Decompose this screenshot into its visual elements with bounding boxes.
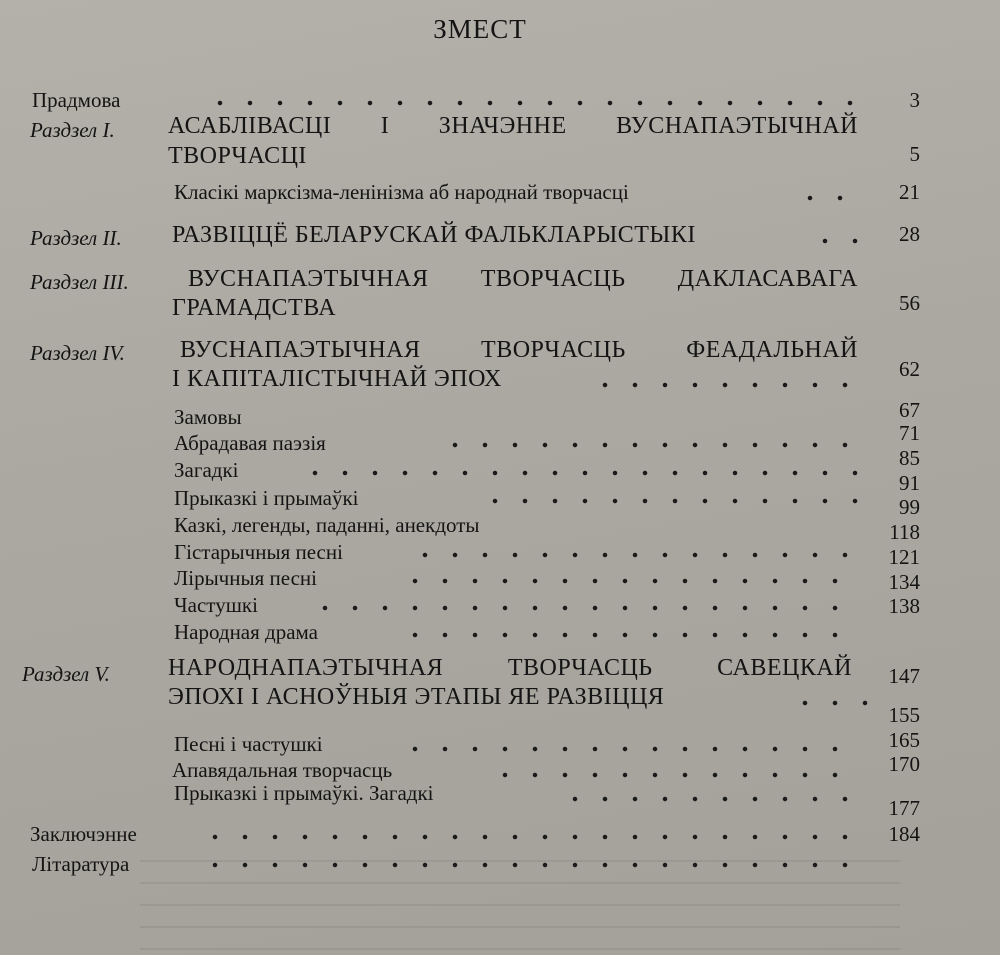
dot-leader xyxy=(400,746,860,752)
title-word: І xyxy=(380,113,390,139)
page-number: 21 xyxy=(899,180,920,204)
toc-entry: Прыказкі і прымаўкі xyxy=(174,486,359,510)
page-number: 138 xyxy=(888,594,920,618)
page-number: 121 xyxy=(888,545,920,569)
dot-leader xyxy=(400,632,860,638)
dot-leader xyxy=(480,498,860,504)
dot-leader xyxy=(310,605,860,611)
section-title-line2: ТВОРЧАСЦІ xyxy=(168,143,307,169)
title-word: ТВОРЧАСЦЬ xyxy=(481,337,626,363)
dot-leader xyxy=(205,100,870,106)
toc-entry-klasiki: Класікі марксізма-ленінізма аб народнай творчасці xyxy=(174,180,629,204)
section-title-line1 xyxy=(168,113,858,140)
dot-leader xyxy=(400,578,860,584)
section-title-line1 xyxy=(188,266,858,293)
page-number: 177 xyxy=(888,796,920,820)
toc-entry-pradmova: Прадмова xyxy=(32,88,121,112)
dot-leader xyxy=(410,552,860,558)
bleed-through-text xyxy=(140,860,900,950)
section-prefix: Раздзел II. xyxy=(30,226,122,250)
page-number: 170 xyxy=(888,752,920,776)
toc-section-4 xyxy=(30,341,125,366)
section-title: РАЗВІЦЦЁ БЕЛАРУСКАЙ ФАЛЬКЛАРЫСТЫКІ xyxy=(172,222,696,248)
page-number: 85 xyxy=(899,446,920,470)
page-number: 134 xyxy=(888,570,920,594)
dot-leader xyxy=(200,834,860,840)
toc-entry: Апавядальная творчасць xyxy=(172,758,393,782)
section-title-line1 xyxy=(168,655,852,682)
dot-leader xyxy=(560,796,860,802)
title-word: ЗНАЧЭННЕ xyxy=(438,113,567,139)
dot-leader xyxy=(590,382,860,388)
toc-entry: Народная драма xyxy=(174,620,319,644)
page-number: 62 xyxy=(899,357,920,381)
title-word: ФЕАДАЛЬНАЙ xyxy=(686,337,858,363)
page-number: 3 xyxy=(909,88,920,112)
toc-entry: Загадкі xyxy=(174,458,239,482)
page-number: 147 xyxy=(888,664,920,688)
page-number: 118 xyxy=(889,520,920,544)
title-word: НАРОДНАПАЭТЫЧНАЯ xyxy=(168,655,444,681)
section-title-line2: ЭПОХІ І АСНОЎНЫЯ ЭТАПЫ ЯЕ РАЗВІЦЦЯ xyxy=(168,684,665,710)
page-number: 184 xyxy=(888,822,920,846)
toc-heading: ЗМЕСТ xyxy=(433,14,527,44)
section-title-line2: І КАПІТАЛІСТЫЧНАЙ ЭПОХ xyxy=(172,366,502,392)
section-title-line1 xyxy=(180,337,858,364)
toc-section-5 xyxy=(22,662,110,687)
title-word: ТВОРЧАСЦЬ xyxy=(480,266,626,292)
section-prefix: Раздзел IV. xyxy=(30,341,125,365)
title-word: ДАКЛАСАВАГА xyxy=(677,266,858,292)
toc-entry: Прыказкі і прымаўкі. Загадкі xyxy=(174,781,434,805)
dot-leader xyxy=(795,195,865,201)
title-word: ВУСНАПАЭТЫЧНАЯ xyxy=(180,337,421,363)
toc-entry: Казкі, легенды, паданні, анекдоты xyxy=(174,513,480,537)
page-number: 91 xyxy=(899,471,920,495)
dot-leader xyxy=(440,442,860,448)
page-number: 67 xyxy=(899,398,920,422)
section-prefix: Раздзел V. xyxy=(22,662,110,686)
toc-entry: Замовы xyxy=(174,405,242,429)
section-prefix: Раздзел I. xyxy=(30,118,115,142)
toc-entry: Гістарычныя песні xyxy=(174,540,343,564)
toc-entry: Лірычныя песні xyxy=(174,566,317,590)
title-word: ВУСНАПАЭТЫЧНАЯ xyxy=(188,266,429,292)
toc-entry: Песні і частушкі xyxy=(174,732,323,756)
dot-leader xyxy=(810,238,870,244)
toc-section-2 xyxy=(30,226,122,251)
dot-leader xyxy=(300,470,860,476)
page-number: 56 xyxy=(899,291,920,315)
toc-entry: Абрадавая паэзія xyxy=(174,431,326,455)
dot-leader xyxy=(790,700,870,706)
title-word: ТВОРЧАСЦЬ xyxy=(507,655,653,681)
toc-entry-zakliuchenne: Заключэнне xyxy=(30,822,137,846)
toc-section-1 xyxy=(30,118,115,143)
section-title-line2: ГРАМАДСТВА xyxy=(172,295,337,321)
dot-leader xyxy=(200,862,860,868)
page-number: 5 xyxy=(909,142,920,166)
dot-leader xyxy=(490,772,860,778)
title-word: САВЕЦКАЙ xyxy=(717,655,852,681)
title-word: АСАБЛІВАСЦІ xyxy=(168,113,332,139)
toc-entry: Частушкі xyxy=(174,593,258,617)
title-word: ВУСНАПАЭТЫЧНАЙ xyxy=(616,113,858,139)
section-prefix: Раздзел III. xyxy=(30,270,129,294)
toc-section-3 xyxy=(30,270,129,295)
page-number: 165 xyxy=(888,728,920,752)
page-number: 155 xyxy=(888,703,920,727)
page-number: 99 xyxy=(899,495,920,519)
page-number: 71 xyxy=(899,421,920,445)
toc-entry-litaratura: Літаратура xyxy=(32,852,130,876)
page-number: 28 xyxy=(899,222,920,246)
